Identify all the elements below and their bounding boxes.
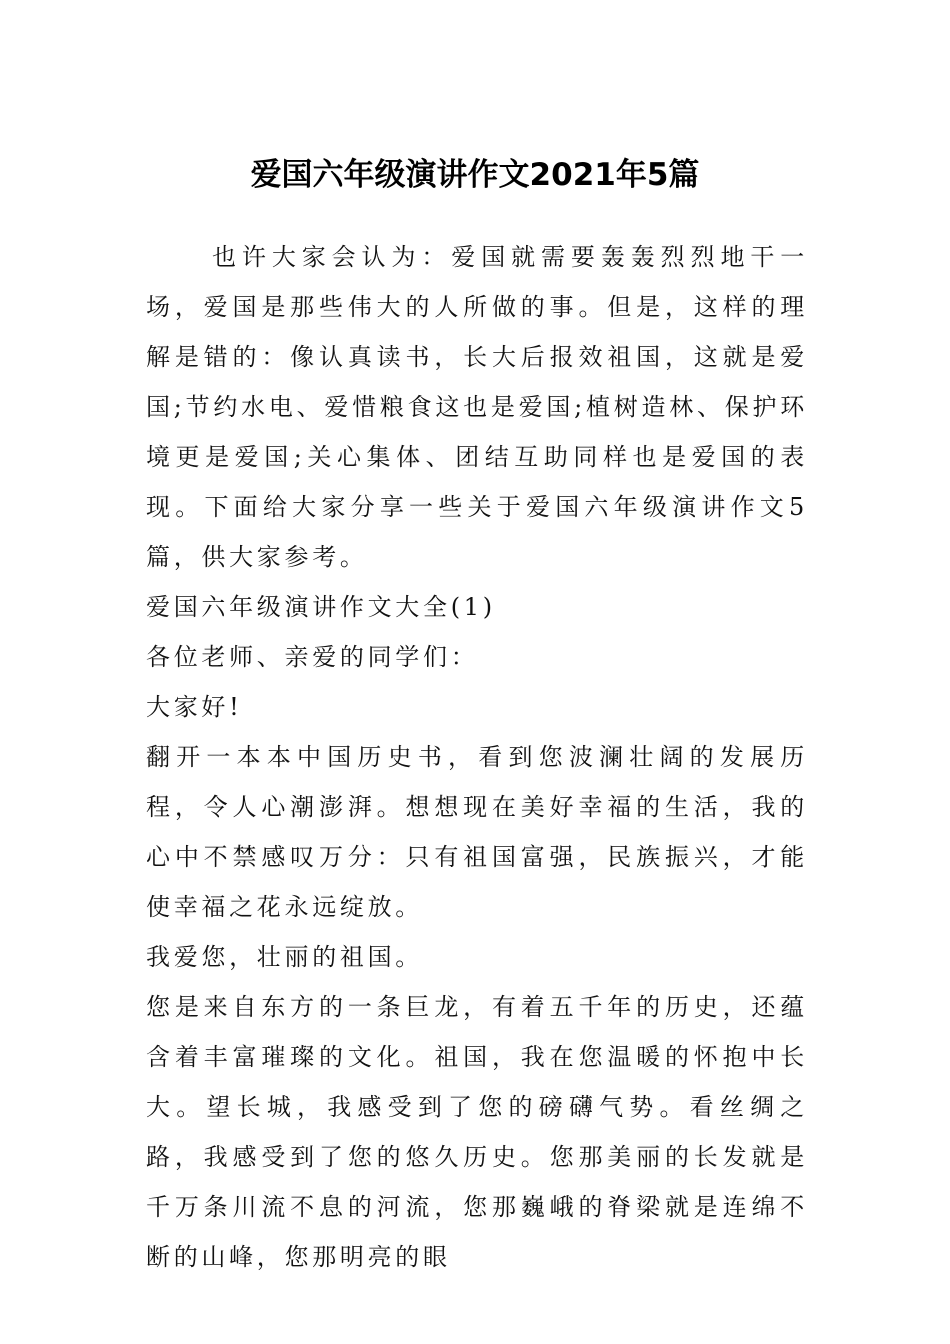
section-heading: 爱国六年级演讲作文大全(1) bbox=[146, 593, 496, 621]
intro-paragraph: 也许大家会认为：爱国就需要轰轰烈烈地干一场，爱国是那些伟大的人所做的事。但是，这样的理解是错的：像认真读书，长大后报效祖国，这就是爱国;节约水电、爱惜粮食这也是爱国;植树造林、保护环境更是爱国;关心集体、团结互助同样也是爱国的表现。下面给大家分享一些关于爱国六年级演讲作文5篇，供大家参考。 bbox=[146, 243, 808, 571]
document-body bbox=[146, 232, 808, 1282]
body-paragraph: 我爱您，壮丽的祖国。 bbox=[146, 943, 423, 971]
salutation: 各位老师、亲爱的同学们： bbox=[146, 643, 479, 671]
greeting: 大家好! bbox=[146, 693, 243, 721]
document-title: 爱国六年级演讲作文2021年5篇 bbox=[250, 156, 700, 193]
body-paragraph: 您是来自东方的一条巨龙，有着五千年的历史，还蕴含着丰富璀璨的文化。祖国，我在您温暖的怀抱中长大。望长城，我感受到了您的磅礴气势。看丝绸之路，我感受到了您的悠久历史。您那美丽的长发就是千万条川流不息的河流，您那巍峨的脊梁就是连绵不断的山峰，您那明亮的眼 bbox=[146, 993, 808, 1271]
body-paragraph: 翻开一本本中国历史书，看到您波澜壮阔的发展历程，令人心潮澎湃。想想现在美好幸福的生活，我的心中不禁感叹万分：只有祖国富强，民族振兴，才能使幸福之花永远绽放。 bbox=[146, 743, 808, 921]
